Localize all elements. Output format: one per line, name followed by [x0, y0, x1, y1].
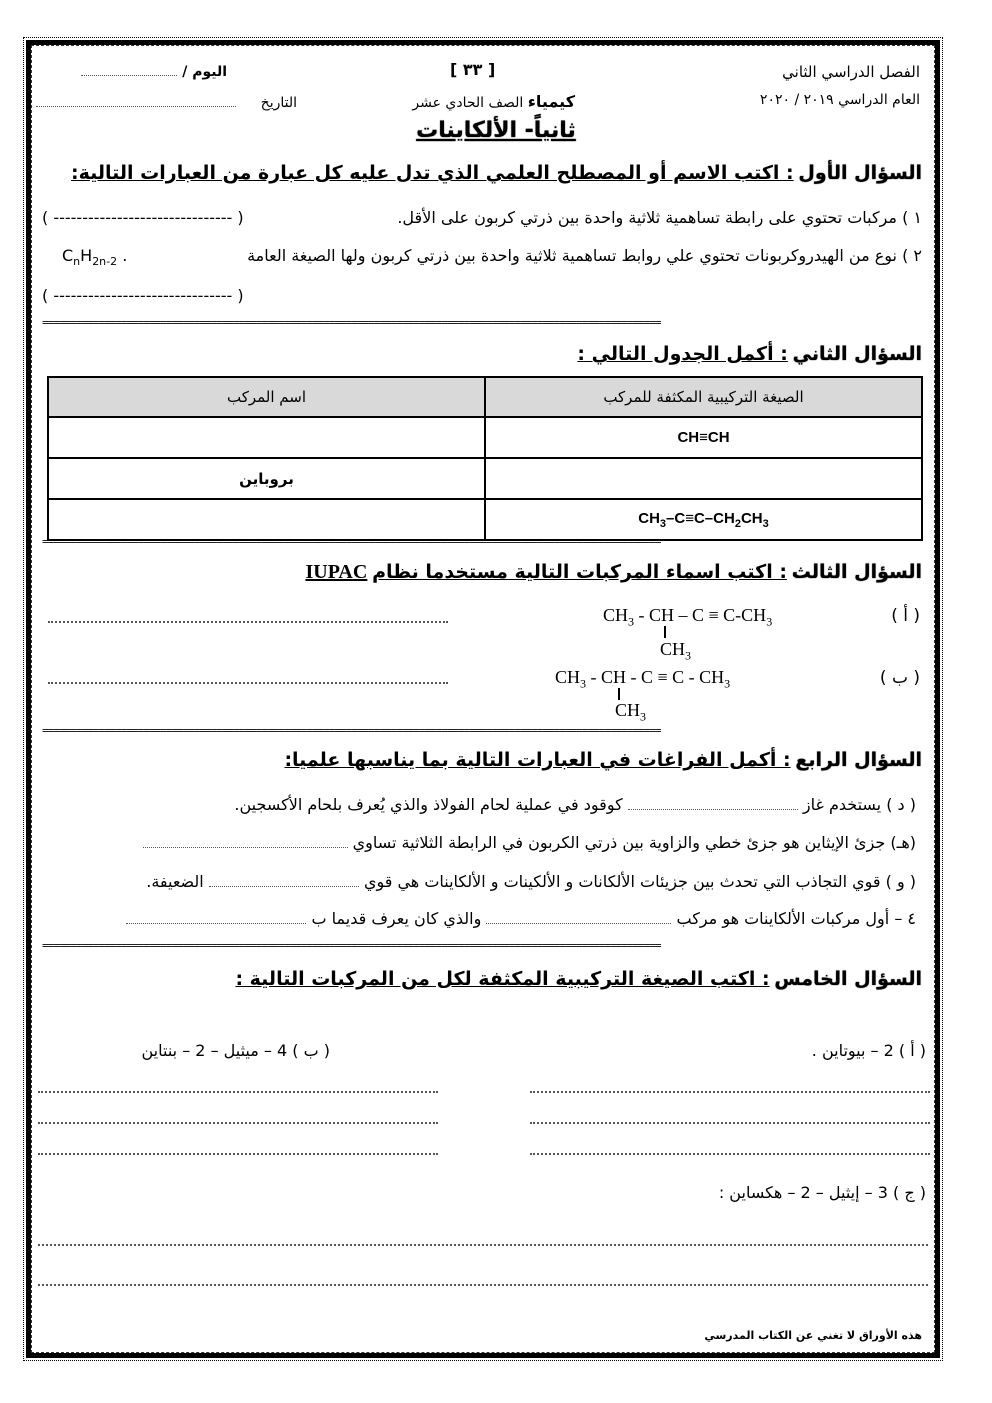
day-field [81, 63, 227, 80]
q3-b-bond [618, 688, 620, 700]
q4-four-end: والذي كان يعرف قديما ب [311, 909, 482, 928]
date-field [36, 94, 297, 111]
col-formula-header: الصيغة التركيبية المكثفة للمركب [485, 377, 922, 417]
q4-d [234, 795, 916, 814]
col-name-header: اسم المركب [48, 377, 485, 417]
q1-heading [71, 162, 922, 184]
q4-h-blank[interactable] [143, 835, 348, 848]
date-label: التاريخ [260, 95, 297, 111]
q1-item1-text: ١ ) مركبات تحتوي على رابطة تساهمية ثلاثية واحدة بين ذرتي كربون على الأقل. [397, 208, 922, 227]
day-blank[interactable] [81, 63, 177, 76]
q3-a-answer-line[interactable] [48, 620, 448, 623]
q5-b-answer-line[interactable] [38, 1121, 438, 1124]
q5-c-answer-line[interactable] [38, 1283, 928, 1286]
q5-b-answer-line[interactable] [38, 1090, 438, 1093]
q5-b-answer-line[interactable] [38, 1152, 438, 1155]
q3-b-branch: $CH_3$ [615, 700, 647, 724]
q2-table [47, 376, 923, 541]
q2-heading [577, 343, 922, 365]
q3-b-answer-line[interactable] [48, 681, 448, 684]
semester: الفصل الدراسي الثاني [782, 63, 920, 81]
q1-label: السؤال الأول [798, 162, 922, 184]
page-title: ثانياً- الألكاينات [416, 118, 576, 143]
q5-instruction: : اكتب الصيغة التركيبية المكثفة لكل من المركبات التالية : [235, 968, 770, 990]
q5-heading [235, 968, 922, 990]
q3-heading [305, 561, 922, 584]
table-row [48, 499, 922, 540]
q3-label: السؤال الثالث [791, 561, 922, 583]
separator: ============================================================================================================== [42, 318, 661, 328]
q1-item1-blank[interactable]: ( ------------------------------- ) [42, 208, 244, 227]
separator: ============================================================================================================== [42, 537, 661, 547]
table-row [48, 458, 922, 499]
q5-b: ( ب ) 4 – ميثيل – 2 – بنتاين [141, 1041, 330, 1060]
q5-c: ( ج ) 3 – إيثيل – 2 – هكساين : [718, 1183, 926, 1202]
row3-formula: $CH_3-C\equiv C-CH_2CH_3$ [485, 499, 922, 540]
q3-instruction: : اكتب اسماء المركبات التالية مستخدما نظام [372, 561, 787, 583]
day-label: اليوم / [182, 64, 227, 80]
row2-formula[interactable] [485, 458, 922, 499]
row3-name[interactable] [48, 499, 485, 540]
q1-instruction: : اكتب الاسم أو المصطلح العلمي الذي تدل عليه كل عبارة من العبارات التالية: [70, 162, 794, 184]
q4-d-end: كوقود في عملية لحام الفولاذ والذي يُعرف بلحام الأكسجين. [234, 795, 623, 814]
school-year: العام الدراسي ٢٠١٩ / ٢٠٢٠ [759, 92, 920, 108]
subject: كيمياء [527, 92, 575, 111]
footer-note: هذه الأوراق لا تغني عن الكتاب المدرسي [704, 1329, 922, 1342]
q4-d-blank[interactable] [628, 797, 798, 810]
page-border-inner [31, 45, 935, 1353]
row1-name[interactable] [48, 417, 485, 458]
date-blank[interactable] [36, 94, 236, 107]
q3-a-branch: $CH_3$ [660, 639, 692, 663]
q1-item1 [397, 208, 922, 227]
q4-w-blank[interactable] [209, 874, 359, 887]
q4-heading [284, 749, 922, 771]
q1-item2 [247, 246, 922, 265]
q3-b-label: ( ب ) [879, 668, 920, 688]
row2-name: بروباين [48, 458, 485, 499]
q4-w [146, 872, 916, 891]
q5-a-answer-line[interactable] [530, 1121, 930, 1124]
q1-item2-text: ٢ ) نوع من الهيدروكربونات تحتوي علي روابط تساهمية ثلاثية واحدة بين ذرتي كربون ولها الصيغة العامة [247, 246, 922, 265]
q5-a-answer-line[interactable] [530, 1152, 930, 1155]
subject-line [412, 92, 575, 111]
table-row [48, 417, 922, 458]
q4-four [126, 909, 916, 928]
q4-h-text: (هـ) جزئ الإيثاين هو جزئ خطي والزاوية بين ذرتي الكربون في الرابطة الثلاثية تساوي [352, 833, 916, 852]
sheet-number: [ ٣٣ ] [450, 60, 496, 79]
q1-item2-formula: $C_nH_{2n-2}$ . [62, 246, 128, 269]
q4-h [143, 833, 917, 852]
q5-a-answer-line[interactable] [530, 1090, 930, 1093]
q3-a-formula: $CH_3$ - CH – $C \equiv C-CH_3$ [603, 605, 773, 629]
q4-instruction: : أكمل الفراغات في العبارات التالية بما يناسبها علميا: [284, 749, 791, 771]
separator: ============================================================================================================== [42, 726, 661, 736]
q4-four-start: ٤ – أول مركبات الألكاينات هو مركب [676, 909, 916, 928]
table-header-row [48, 377, 922, 417]
q1-item2-blank[interactable]: ( ------------------------------- ) [42, 286, 244, 305]
q5-a: ( أ ) 2 – بيوتاين . [811, 1041, 926, 1060]
q4-w-end: الضعيفة. [146, 872, 204, 891]
q3-a-bond [664, 626, 666, 638]
q4-four-blank1[interactable] [486, 911, 671, 924]
q4-d-start: ( د ) يستخدم غاز [802, 795, 916, 814]
q4-four-blank2[interactable] [126, 911, 306, 924]
q4-w-text: ( و ) قوي التجاذب التي تحدث بين جزيئات الألكانات و الألكينات و الألكاينات هي قوي [363, 872, 916, 891]
q3-iupac: IUPAC [305, 561, 368, 583]
q3-a-label: ( أ ) [891, 606, 920, 626]
grade: الصف الحادي عشر [412, 95, 524, 111]
q2-instruction: : أكمل الجدول التالي : [577, 343, 788, 365]
q3-b-formula: $CH_3$ - CH - $C \equiv C - CH_3$ [555, 667, 731, 691]
q2-label: السؤال الثاني [792, 343, 922, 365]
separator: ============================================================================================================== [42, 941, 661, 951]
q4-label: السؤال الرابع [795, 749, 922, 771]
q5-label: السؤال الخامس [774, 968, 922, 990]
row1-formula: CH≡CH [485, 417, 922, 458]
q5-c-answer-line[interactable] [38, 1243, 928, 1246]
